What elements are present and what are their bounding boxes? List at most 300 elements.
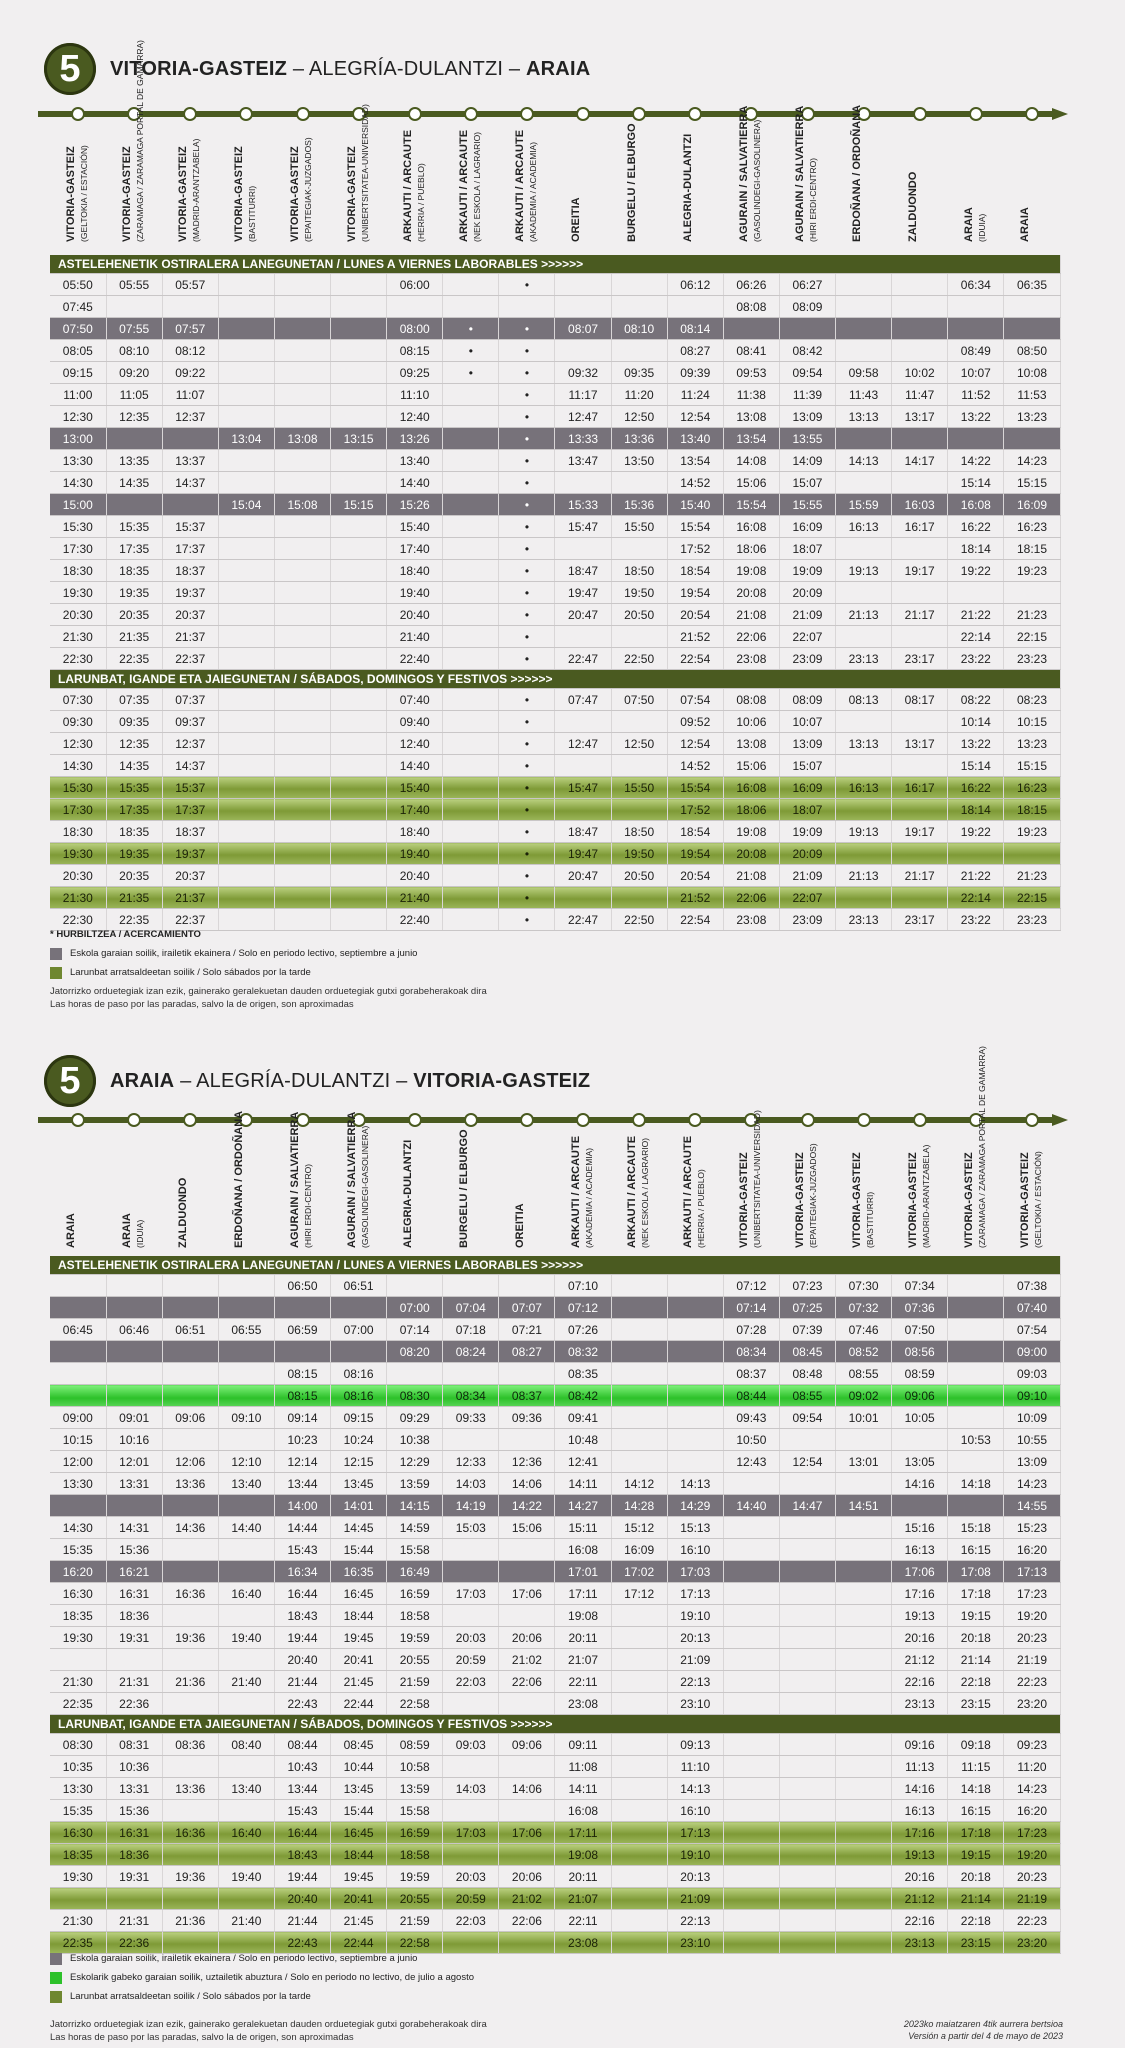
time-cell	[723, 1822, 779, 1844]
time-cell: 22:23	[1004, 1910, 1060, 1932]
time-cell: 14:13	[667, 1778, 723, 1800]
time-cell: 14:01	[331, 1495, 387, 1517]
table-row	[50, 1822, 1060, 1844]
time-cell: 07:18	[443, 1319, 499, 1341]
time-cell: 17:03	[443, 1822, 499, 1844]
time-cell: 18:40	[387, 560, 443, 582]
time-cell: 22:35	[106, 909, 162, 931]
table-row	[50, 865, 1060, 887]
time-cell: 16:35	[331, 1561, 387, 1583]
time-cell: •	[499, 582, 555, 604]
table-row	[50, 582, 1060, 604]
stop-header	[288, 118, 344, 253]
time-cell: 08:34	[723, 1341, 779, 1363]
time-cell: 14:13	[667, 1473, 723, 1495]
inbound-title-via: ALEGRÍA-DULANTZI	[196, 1069, 391, 1092]
time-cell: 14:51	[836, 1495, 892, 1517]
time-cell: 21:23	[1004, 604, 1060, 626]
stop-subname: (GELTOKIA / ESTACIÓN)	[79, 145, 89, 242]
time-cell: 17:52	[667, 538, 723, 560]
time-cell	[723, 1910, 779, 1932]
table-row	[50, 1517, 1060, 1539]
time-cell: 16:03	[892, 494, 948, 516]
time-cell: 19:54	[667, 582, 723, 604]
time-cell: 19:17	[892, 560, 948, 582]
time-cell	[611, 1605, 667, 1627]
time-cell: 16:08	[723, 777, 779, 799]
time-cell: 23:08	[555, 1932, 611, 1954]
time-cell: 15:54	[667, 777, 723, 799]
time-cell	[331, 318, 387, 340]
table-row	[50, 755, 1060, 777]
time-cell: 19:15	[948, 1844, 1004, 1866]
route-number-badge: 5	[44, 1055, 96, 1107]
table-row	[50, 1495, 1060, 1517]
time-cell: 19:22	[948, 821, 1004, 843]
time-cell: 17:16	[892, 1583, 948, 1605]
time-cell: 07:30	[836, 1275, 892, 1297]
time-cell	[274, 472, 330, 494]
time-cell	[443, 1275, 499, 1297]
time-cell: 13:09	[1004, 1451, 1060, 1473]
title-sep: –	[503, 57, 527, 80]
time-cell	[331, 604, 387, 626]
stop-header	[737, 105, 793, 253]
outbound-timetable	[50, 255, 1061, 931]
time-cell: 07:55	[106, 318, 162, 340]
time-cell: 10:15	[50, 1429, 106, 1451]
time-cell: 19:36	[162, 1866, 218, 1888]
time-cell: 14:35	[106, 755, 162, 777]
time-cell	[274, 274, 330, 296]
time-cell	[836, 799, 892, 821]
time-cell	[106, 296, 162, 318]
time-cell: 09:30	[50, 711, 106, 733]
time-cell: 08:24	[443, 1341, 499, 1363]
time-cell: 07:35	[106, 689, 162, 711]
time-cell: 19:10	[667, 1844, 723, 1866]
time-cell: 20:50	[611, 865, 667, 887]
time-cell: 10:08	[1004, 362, 1060, 384]
time-cell: 19:50	[611, 843, 667, 865]
time-cell: 12:06	[162, 1451, 218, 1473]
time-cell	[218, 648, 274, 670]
time-cell: 11:10	[387, 384, 443, 406]
time-cell	[779, 1517, 835, 1539]
time-cell: 15:50	[611, 777, 667, 799]
time-cell: 12:00	[50, 1451, 106, 1473]
time-cell: 18:35	[106, 560, 162, 582]
stop-name: OREITIA	[513, 1203, 526, 1248]
section-header	[50, 1715, 1060, 1734]
legend-school-swatch	[50, 948, 62, 960]
time-cell: 06:50	[274, 1275, 330, 1297]
stop-name: ERDOÑANA / ORDOÑANA	[233, 1110, 246, 1248]
time-cell: 21:44	[274, 1910, 330, 1932]
time-cell: 09:10	[1004, 1385, 1060, 1407]
time-cell	[499, 1756, 555, 1778]
time-cell	[387, 296, 443, 318]
time-cell: 08:22	[948, 689, 1004, 711]
stop-name: VITORIA-GASTEIZ	[794, 1152, 807, 1248]
table-row	[50, 843, 1060, 865]
time-cell: 22:11	[555, 1910, 611, 1932]
time-cell: 12:47	[555, 406, 611, 428]
time-cell: 09:00	[50, 1407, 106, 1429]
time-cell: 22:37	[162, 909, 218, 931]
time-cell	[50, 1888, 106, 1910]
time-cell: •	[499, 843, 555, 865]
time-cell	[218, 887, 274, 909]
time-cell: 19:36	[162, 1627, 218, 1649]
time-cell: 11:24	[667, 384, 723, 406]
time-cell	[499, 1844, 555, 1866]
time-cell: 06:27	[779, 274, 835, 296]
table-row	[50, 1649, 1060, 1671]
time-cell: 19:23	[1004, 560, 1060, 582]
time-cell	[948, 1495, 1004, 1517]
time-cell: 19:37	[162, 843, 218, 865]
time-cell: 07:36	[892, 1297, 948, 1319]
table-row	[50, 1605, 1060, 1627]
time-cell: 13:17	[892, 406, 948, 428]
validity-es: Versión a partir del 4 de mayo de 2023	[908, 2031, 1063, 2041]
time-cell: 08:09	[779, 296, 835, 318]
time-cell: 15:06	[499, 1517, 555, 1539]
time-cell: 09:58	[836, 362, 892, 384]
time-cell: 09:03	[443, 1734, 499, 1756]
time-cell: 21:31	[106, 1671, 162, 1693]
time-cell	[779, 1429, 835, 1451]
time-cell: 18:14	[948, 799, 1004, 821]
stop-name: BURGELU / ELBURGO	[457, 1129, 470, 1248]
time-cell	[443, 648, 499, 670]
time-cell	[723, 1800, 779, 1822]
time-cell: 13:40	[387, 450, 443, 472]
time-cell: 23:13	[892, 1932, 948, 1954]
time-cell: 23:23	[1004, 648, 1060, 670]
time-cell	[611, 1319, 667, 1341]
time-cell: 22:07	[779, 887, 835, 909]
time-cell: 19:40	[218, 1866, 274, 1888]
time-cell: 19:35	[106, 582, 162, 604]
time-cell	[611, 296, 667, 318]
time-cell	[218, 755, 274, 777]
section-header	[50, 255, 1060, 274]
time-cell: 09:35	[106, 711, 162, 733]
time-cell: 14:44	[274, 1517, 330, 1539]
time-cell: 19:47	[555, 843, 611, 865]
time-cell: 15:58	[387, 1539, 443, 1561]
time-cell: 10:07	[779, 711, 835, 733]
time-cell	[836, 887, 892, 909]
time-cell: 21:02	[499, 1649, 555, 1671]
time-cell	[611, 887, 667, 909]
time-cell: 13:40	[667, 428, 723, 450]
legend-saturday-label: Larunbat arratsaldeetan soilik / Solo sábados por la tarde	[70, 967, 311, 978]
time-cell: 11:20	[611, 384, 667, 406]
time-cell: 07:40	[387, 689, 443, 711]
stop-name: VITORIA-GASTEIZ	[1018, 1152, 1031, 1248]
time-cell: •	[499, 318, 555, 340]
stop-name: VITORIA-GASTEIZ	[177, 146, 190, 242]
time-cell: 11:17	[555, 384, 611, 406]
stop-subname: (MADRID-ARANTZABELA)	[191, 138, 202, 242]
time-cell	[443, 1800, 499, 1822]
stop-header	[681, 1124, 737, 1259]
time-cell	[218, 1756, 274, 1778]
time-cell: 21:09	[667, 1649, 723, 1671]
time-cell: 13:59	[387, 1473, 443, 1495]
time-cell: 22:44	[331, 1932, 387, 1954]
stop-subname: (IDUIA)	[135, 1219, 146, 1248]
time-cell: 11:39	[779, 384, 835, 406]
time-cell: 22:06	[499, 1910, 555, 1932]
time-cell: 15:44	[331, 1539, 387, 1561]
time-cell: 09:37	[162, 711, 218, 733]
time-cell: 06:45	[50, 1319, 106, 1341]
stop-header	[681, 118, 737, 253]
time-cell	[443, 865, 499, 887]
time-cell: 09:13	[667, 1734, 723, 1756]
time-cell: 22:54	[667, 909, 723, 931]
time-cell: 20:55	[387, 1649, 443, 1671]
time-cell	[274, 406, 330, 428]
time-cell: 08:00	[387, 318, 443, 340]
time-cell: 14:11	[555, 1778, 611, 1800]
time-cell: 14:19	[443, 1495, 499, 1517]
time-cell: 19:59	[387, 1866, 443, 1888]
time-cell: 18:50	[611, 821, 667, 843]
time-cell: 13:44	[274, 1778, 330, 1800]
time-cell: 08:40	[218, 1734, 274, 1756]
stop-name: VITORIA-GASTEIZ	[738, 1152, 751, 1248]
time-cell	[218, 560, 274, 582]
time-cell: 10:07	[948, 362, 1004, 384]
time-cell: 13:22	[948, 406, 1004, 428]
time-cell	[218, 799, 274, 821]
time-cell: 07:00	[331, 1319, 387, 1341]
time-cell	[836, 1844, 892, 1866]
time-cell: 16:36	[162, 1583, 218, 1605]
time-cell: 11:10	[667, 1756, 723, 1778]
time-cell: 16:59	[387, 1583, 443, 1605]
time-cell	[611, 1866, 667, 1888]
time-cell	[892, 711, 948, 733]
time-cell: 09:14	[274, 1407, 330, 1429]
time-cell: 09:15	[331, 1407, 387, 1429]
time-cell	[218, 1649, 274, 1671]
time-cell: 16:08	[723, 516, 779, 538]
time-cell	[723, 1844, 779, 1866]
time-cell	[667, 1297, 723, 1319]
stop-header	[232, 118, 288, 253]
time-cell: 13:23	[1004, 733, 1060, 755]
time-cell	[779, 1561, 835, 1583]
stop-header	[120, 40, 176, 253]
time-cell: 09:23	[1004, 1734, 1060, 1756]
time-cell	[1004, 843, 1060, 865]
time-cell	[723, 1517, 779, 1539]
stop-subname: (IDUIA)	[976, 213, 987, 242]
time-cell	[218, 318, 274, 340]
time-cell	[331, 1341, 387, 1363]
time-cell: 22:03	[443, 1910, 499, 1932]
time-cell	[611, 1932, 667, 1954]
approx-note-eu: Jatorrizko orduetegiak izan ezik, gainerako geralekuetan dauden orduetegiak gutxi gorabeherakoak dira	[50, 2019, 487, 2030]
time-cell: 13:36	[162, 1778, 218, 1800]
time-cell	[274, 516, 330, 538]
legend-summer	[50, 1971, 474, 1984]
time-cell	[611, 1627, 667, 1649]
inbound-title	[110, 1070, 590, 1093]
time-cell: 18:15	[1004, 538, 1060, 560]
time-cell: 15:15	[1004, 472, 1060, 494]
time-cell: 19:30	[50, 1866, 106, 1888]
time-cell: 13:13	[836, 733, 892, 755]
time-cell	[50, 1297, 106, 1319]
time-cell	[162, 1649, 218, 1671]
time-cell: •	[443, 362, 499, 384]
time-cell: 13:04	[218, 428, 274, 450]
time-cell: 13:45	[331, 1473, 387, 1495]
time-cell: 10:23	[274, 1429, 330, 1451]
time-cell	[274, 560, 330, 582]
table-row	[50, 1539, 1060, 1561]
time-cell: 15:47	[555, 516, 611, 538]
time-cell	[274, 865, 330, 887]
time-cell: 08:44	[274, 1734, 330, 1756]
stop-header	[962, 1046, 1018, 1259]
time-cell: 12:43	[723, 1451, 779, 1473]
time-cell	[499, 1561, 555, 1583]
time-cell: 19:54	[667, 843, 723, 865]
time-cell	[162, 1539, 218, 1561]
inbound-title-origin: ARAIA	[110, 1069, 175, 1092]
time-cell	[443, 538, 499, 560]
time-cell: 21:44	[274, 1671, 330, 1693]
time-cell: 16:31	[106, 1583, 162, 1605]
stop-name: ARKAUTI / ARCAUTE	[570, 1135, 582, 1248]
outbound-header	[44, 40, 590, 98]
time-cell	[218, 340, 274, 362]
time-cell	[611, 472, 667, 494]
table-row	[50, 887, 1060, 909]
time-cell: 10:44	[331, 1756, 387, 1778]
time-cell: 20:30	[50, 604, 106, 626]
time-cell	[836, 1583, 892, 1605]
time-cell: •	[443, 318, 499, 340]
time-cell: 20:16	[892, 1866, 948, 1888]
time-cell: 12:54	[667, 406, 723, 428]
time-cell	[555, 626, 611, 648]
stop-name: VITORIA-GASTEIZ	[962, 1152, 975, 1248]
time-cell: 12:30	[50, 733, 106, 755]
time-cell: 19:08	[555, 1844, 611, 1866]
time-cell: 06:51	[162, 1319, 218, 1341]
time-cell: 21:14	[948, 1649, 1004, 1671]
time-cell: 18:58	[387, 1605, 443, 1627]
time-cell: 22:06	[723, 626, 779, 648]
time-cell: 14:06	[499, 1778, 555, 1800]
time-cell	[218, 516, 274, 538]
time-cell	[274, 626, 330, 648]
time-cell: 12:40	[387, 733, 443, 755]
time-cell: •	[499, 428, 555, 450]
time-cell: 06:59	[274, 1319, 330, 1341]
time-cell	[218, 1561, 274, 1583]
time-cell	[106, 494, 162, 516]
time-cell: 21:09	[779, 604, 835, 626]
stop-header	[513, 118, 569, 253]
time-cell: 22:50	[611, 648, 667, 670]
time-cell	[779, 1756, 835, 1778]
time-cell	[555, 538, 611, 560]
time-cell	[836, 1800, 892, 1822]
time-cell: 19:50	[611, 582, 667, 604]
time-cell: 19:15	[948, 1605, 1004, 1627]
time-cell: 20:16	[892, 1627, 948, 1649]
time-cell: 15:44	[331, 1800, 387, 1822]
time-cell: 17:11	[555, 1822, 611, 1844]
time-cell: 08:59	[387, 1734, 443, 1756]
time-cell: 09:18	[948, 1734, 1004, 1756]
time-cell: 20:59	[443, 1649, 499, 1671]
time-cell: 09:10	[218, 1407, 274, 1429]
time-cell	[723, 1561, 779, 1583]
time-cell: 13:15	[331, 428, 387, 450]
time-cell: 14:36	[162, 1517, 218, 1539]
time-cell: 14:55	[1004, 1495, 1060, 1517]
time-cell: 21:30	[50, 626, 106, 648]
time-cell: 23:15	[948, 1932, 1004, 1954]
stop-name: VITORIA-GASTEIZ	[65, 146, 77, 242]
time-cell: 08:27	[499, 1341, 555, 1363]
time-cell	[274, 340, 330, 362]
time-cell: 20:55	[387, 1888, 443, 1910]
time-cell: 08:37	[723, 1363, 779, 1385]
time-cell: 19:40	[387, 582, 443, 604]
time-cell: 13:17	[892, 733, 948, 755]
time-cell: 14:40	[387, 755, 443, 777]
time-cell	[1004, 318, 1060, 340]
time-cell	[779, 1734, 835, 1756]
legend-summer-swatch	[50, 1972, 62, 1984]
time-cell: 21:17	[892, 865, 948, 887]
time-cell: 20:23	[1004, 1627, 1060, 1649]
time-cell: 15:54	[723, 494, 779, 516]
time-cell: 08:36	[162, 1734, 218, 1756]
time-cell	[836, 1756, 892, 1778]
time-cell: 20:40	[274, 1888, 330, 1910]
time-cell	[611, 538, 667, 560]
time-cell: 07:32	[836, 1297, 892, 1319]
stop-header	[569, 1124, 625, 1259]
time-cell: 05:57	[162, 274, 218, 296]
time-cell: 20:11	[555, 1627, 611, 1649]
time-cell: •	[499, 909, 555, 931]
time-cell	[948, 1319, 1004, 1341]
time-cell: 22:07	[779, 626, 835, 648]
time-cell	[331, 626, 387, 648]
time-cell: 10:38	[387, 1429, 443, 1451]
time-cell: 05:50	[50, 274, 106, 296]
time-cell: 17:23	[1004, 1822, 1060, 1844]
time-cell: 20:54	[667, 865, 723, 887]
time-cell	[218, 472, 274, 494]
time-cell	[106, 1363, 162, 1385]
time-cell: 11:43	[836, 384, 892, 406]
